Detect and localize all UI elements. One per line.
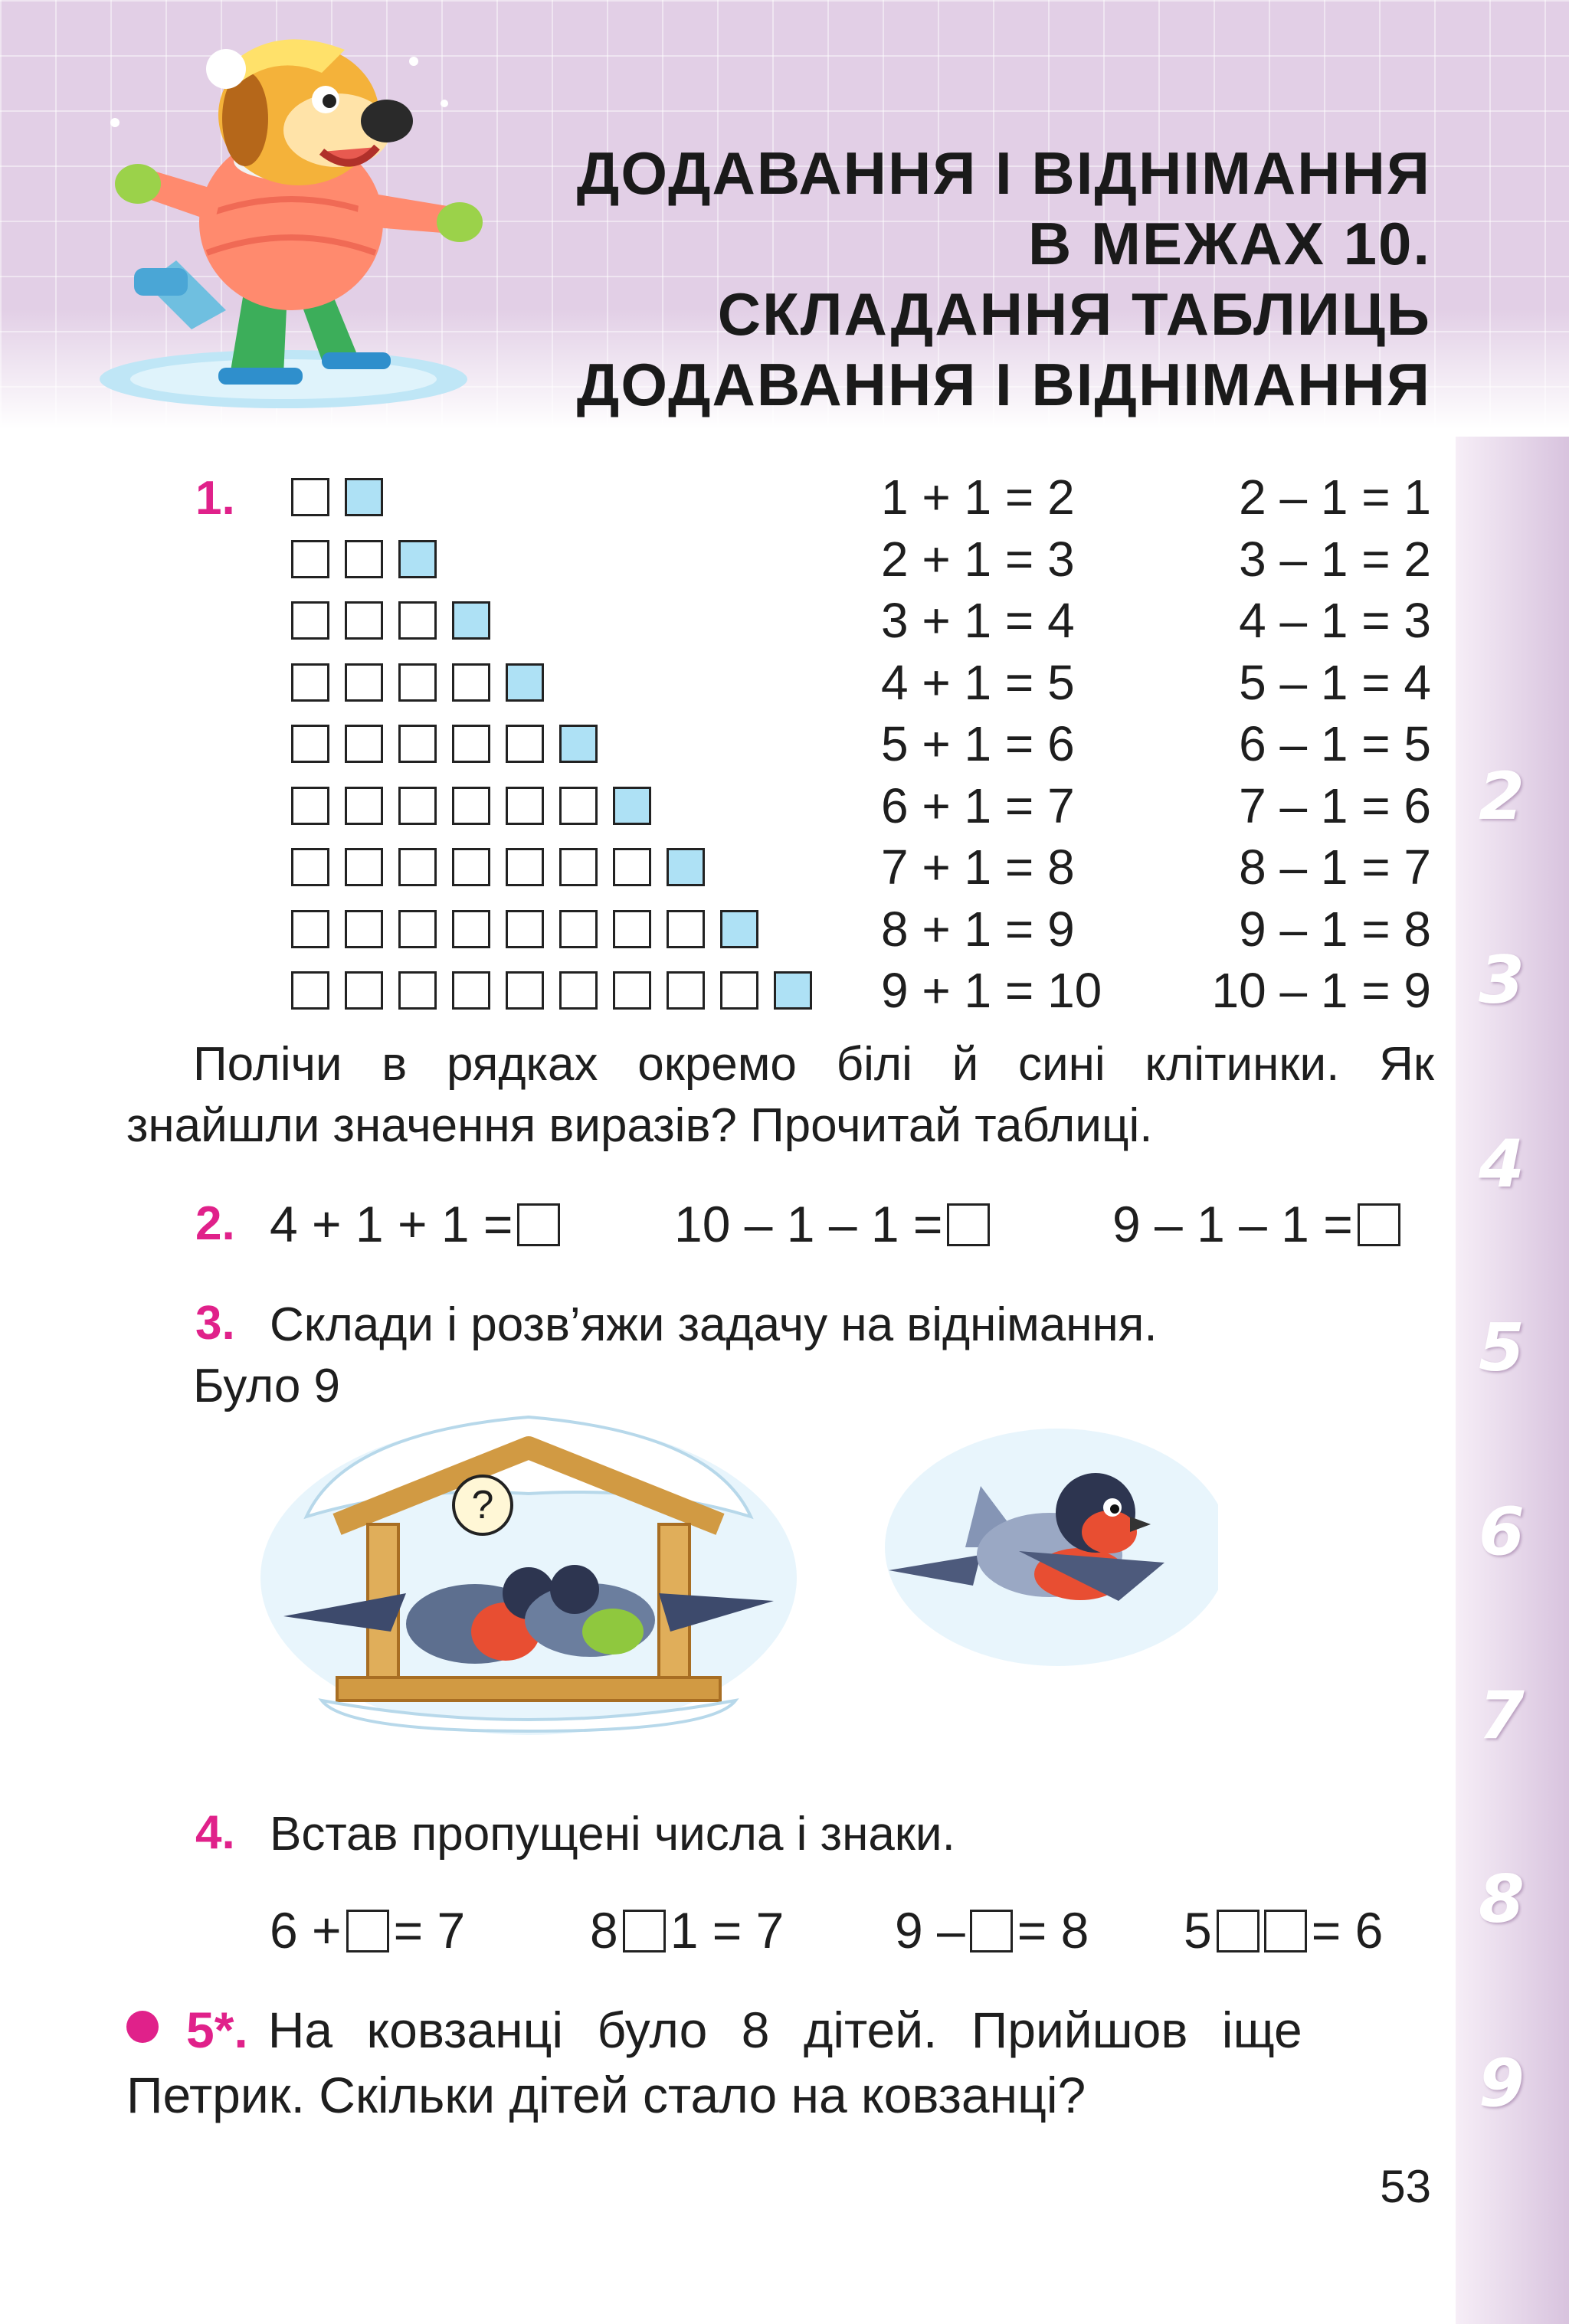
- missing-number-box[interactable]: [346, 1910, 389, 1952]
- cell-row: [291, 725, 613, 763]
- white-cell: [398, 663, 437, 702]
- missing-sign-box[interactable]: [623, 1910, 666, 1952]
- addition-equation: 6 + 1 = 7: [881, 778, 1075, 833]
- blue-cell: [774, 971, 812, 1010]
- cell-row: [291, 787, 667, 825]
- subtraction-equation: 10 – 1 = 9: [1211, 963, 1431, 1018]
- expression-part: = 7: [393, 1902, 466, 1959]
- expression-part: 9 –: [895, 1902, 965, 1959]
- expression-text: 10 – 1 – 1 =: [674, 1196, 943, 1252]
- title-line: В МЕЖАХ 10.: [1028, 210, 1431, 277]
- task-1-instruction-line-2: знайшли значення виразів? Прочитай таблиці.: [126, 1099, 1153, 1152]
- side-tab-number: 9: [1479, 2045, 1525, 2122]
- answer-box[interactable]: [947, 1203, 990, 1246]
- white-cell: [667, 971, 705, 1010]
- task-4-expression-2: [590, 1901, 784, 1959]
- cell-row: [291, 601, 506, 640]
- white-cell: [452, 848, 490, 886]
- white-cell: [506, 971, 544, 1010]
- white-cell: [398, 848, 437, 886]
- white-cell: [291, 601, 329, 640]
- white-cell: [291, 725, 329, 763]
- white-cell: [291, 848, 329, 886]
- expression-text: 4 + 1 + 1 =: [270, 1196, 513, 1252]
- white-cell: [398, 971, 437, 1010]
- subtraction-equation: 6 – 1 = 5: [1239, 716, 1431, 771]
- cell-row: [291, 848, 720, 886]
- side-number-tab: [1456, 437, 1569, 2324]
- side-tab-number: 5: [1479, 1310, 1525, 1386]
- addition-equation: 5 + 1 = 6: [881, 716, 1075, 771]
- white-cell: [506, 848, 544, 886]
- white-cell: [613, 848, 651, 886]
- blue-cell: [559, 725, 598, 763]
- white-cell: [559, 971, 598, 1010]
- addition-equation: 4 + 1 = 5: [881, 655, 1075, 710]
- cell-row: [291, 910, 774, 948]
- task-3-number: 3.: [195, 1297, 235, 1350]
- subtraction-equation: 9 – 1 = 8: [1239, 902, 1431, 957]
- task-4-expression-4: [1184, 1901, 1383, 1959]
- subtraction-equation: 8 – 1 = 7: [1239, 840, 1431, 895]
- white-cell: [398, 725, 437, 763]
- expression-part: 6 +: [270, 1902, 342, 1959]
- subtraction-equation: 3 – 1 = 2: [1239, 532, 1431, 587]
- white-cell: [345, 848, 383, 886]
- side-tab-number: 3: [1479, 942, 1525, 1019]
- missing-number-box[interactable]: [1264, 1910, 1307, 1952]
- blue-cell: [452, 601, 490, 640]
- expression-part: = 6: [1311, 1902, 1384, 1959]
- cell-row: [291, 478, 398, 516]
- addition-equation: 3 + 1 = 4: [881, 593, 1075, 648]
- white-cell: [559, 787, 598, 825]
- task-2-number: 2.: [195, 1197, 235, 1250]
- white-cell: [667, 910, 705, 948]
- expression-text: 9 – 1 – 1 =: [1112, 1196, 1353, 1252]
- task-2-expression-2: [674, 1195, 994, 1253]
- blue-cell: [667, 848, 705, 886]
- expression-part: = 8: [1017, 1902, 1089, 1959]
- cell-row: [291, 540, 452, 578]
- white-cell: [720, 971, 758, 1010]
- task-4-text: Встав пропущені числа і знаки.: [270, 1808, 955, 1861]
- white-cell: [613, 971, 651, 1010]
- addition-equation: 2 + 1 = 3: [881, 532, 1075, 587]
- addition-equation: 8 + 1 = 9: [881, 902, 1075, 957]
- white-cell: [345, 787, 383, 825]
- white-cell: [452, 663, 490, 702]
- white-cell: [291, 540, 329, 578]
- task-5-line-2: Петрик. Скільки дітей стало на ковзанці?: [126, 2067, 1086, 2123]
- white-cell: [345, 910, 383, 948]
- flying-bullfinch-illustration: [866, 1417, 1218, 1670]
- addition-equation: 9 + 1 = 10: [881, 963, 1102, 1018]
- subtraction-equation: 7 – 1 = 6: [1239, 778, 1431, 833]
- addition-equation: 1 + 1 = 2: [881, 470, 1075, 525]
- task-2-expression-3: [1112, 1195, 1405, 1253]
- task-5-line-1: [126, 2001, 1433, 2059]
- white-cell: [291, 478, 329, 516]
- cell-row: [291, 971, 827, 1010]
- white-cell: [452, 971, 490, 1010]
- page-number: 53: [1380, 2161, 1431, 2212]
- title-line: ДОДАВАННЯ І ВІДНІМАННЯ: [576, 139, 1431, 207]
- blue-cell: [720, 910, 758, 948]
- white-cell: [345, 540, 383, 578]
- addition-equation: 7 + 1 = 8: [881, 840, 1075, 895]
- title-line: СКЛАДАННЯ ТАБЛИЦЬ: [717, 280, 1431, 348]
- answer-box[interactable]: [517, 1203, 560, 1246]
- subtraction-equation: 4 – 1 = 3: [1239, 593, 1431, 648]
- task-3-given: Було 9: [193, 1360, 341, 1412]
- blue-cell: [345, 478, 383, 516]
- white-cell: [506, 787, 544, 825]
- task-4-expression-3: [895, 1901, 1089, 1959]
- white-cell: [291, 663, 329, 702]
- side-tab-number: 6: [1479, 1494, 1525, 1570]
- bird-feeder-illustration: [253, 1402, 804, 1739]
- white-cell: [506, 910, 544, 948]
- white-cell: [345, 725, 383, 763]
- task-5-text: На ковзанці було 8 дітей. Прийшов іще: [267, 2002, 1302, 2058]
- white-cell: [345, 971, 383, 1010]
- bullet-dot-icon: [126, 2011, 159, 2043]
- skating-dog-illustration: [92, 31, 490, 414]
- white-cell: [452, 910, 490, 948]
- white-cell: [452, 725, 490, 763]
- white-cell: [398, 601, 437, 640]
- blue-cell: [506, 663, 544, 702]
- white-cell: [506, 725, 544, 763]
- white-cell: [398, 910, 437, 948]
- question-mark-label: ?: [471, 1483, 494, 1527]
- side-tab-number: 8: [1479, 1861, 1525, 1938]
- page-title: [435, 138, 1431, 420]
- white-cell: [452, 787, 490, 825]
- white-cell: [398, 787, 437, 825]
- subtraction-equation: 5 – 1 = 4: [1239, 655, 1431, 710]
- task-2-expression-1: [270, 1195, 565, 1253]
- title-line: ДОДАВАННЯ І ВІДНІМАННЯ: [576, 351, 1431, 418]
- white-cell: [291, 971, 329, 1010]
- task-4-expression-1: [270, 1901, 465, 1959]
- white-cell: [559, 910, 598, 948]
- task-1-instruction-line-1: Полічи в рядках окремо білі й сині клітинки. Як: [193, 1038, 1434, 1091]
- white-cell: [291, 787, 329, 825]
- blue-cell: [398, 540, 437, 578]
- task-3-text: Склади і розв’яжи задачу на віднімання.: [270, 1298, 1158, 1351]
- white-cell: [291, 910, 329, 948]
- expression-part: 8: [590, 1902, 618, 1959]
- white-cell: [345, 601, 383, 640]
- side-tab-number: 7: [1479, 1678, 1525, 1754]
- subtraction-equation: 2 – 1 = 1: [1239, 470, 1431, 525]
- expression-part: 5: [1184, 1902, 1212, 1959]
- blue-cell: [613, 787, 651, 825]
- white-cell: [345, 663, 383, 702]
- expression-part: 1 = 7: [670, 1902, 784, 1959]
- answer-box[interactable]: [1358, 1203, 1400, 1246]
- missing-number-box[interactable]: [970, 1910, 1013, 1952]
- cell-row: [291, 663, 559, 702]
- task-4-number: 4.: [195, 1806, 235, 1859]
- white-cell: [613, 910, 651, 948]
- missing-sign-box[interactable]: [1217, 1910, 1259, 1952]
- side-tab-number: 2: [1479, 758, 1525, 835]
- side-tab-number: 4: [1479, 1126, 1525, 1203]
- white-cell: [559, 848, 598, 886]
- task-5-number: 5*.: [186, 2002, 248, 2058]
- task-1-number: 1.: [195, 472, 235, 525]
